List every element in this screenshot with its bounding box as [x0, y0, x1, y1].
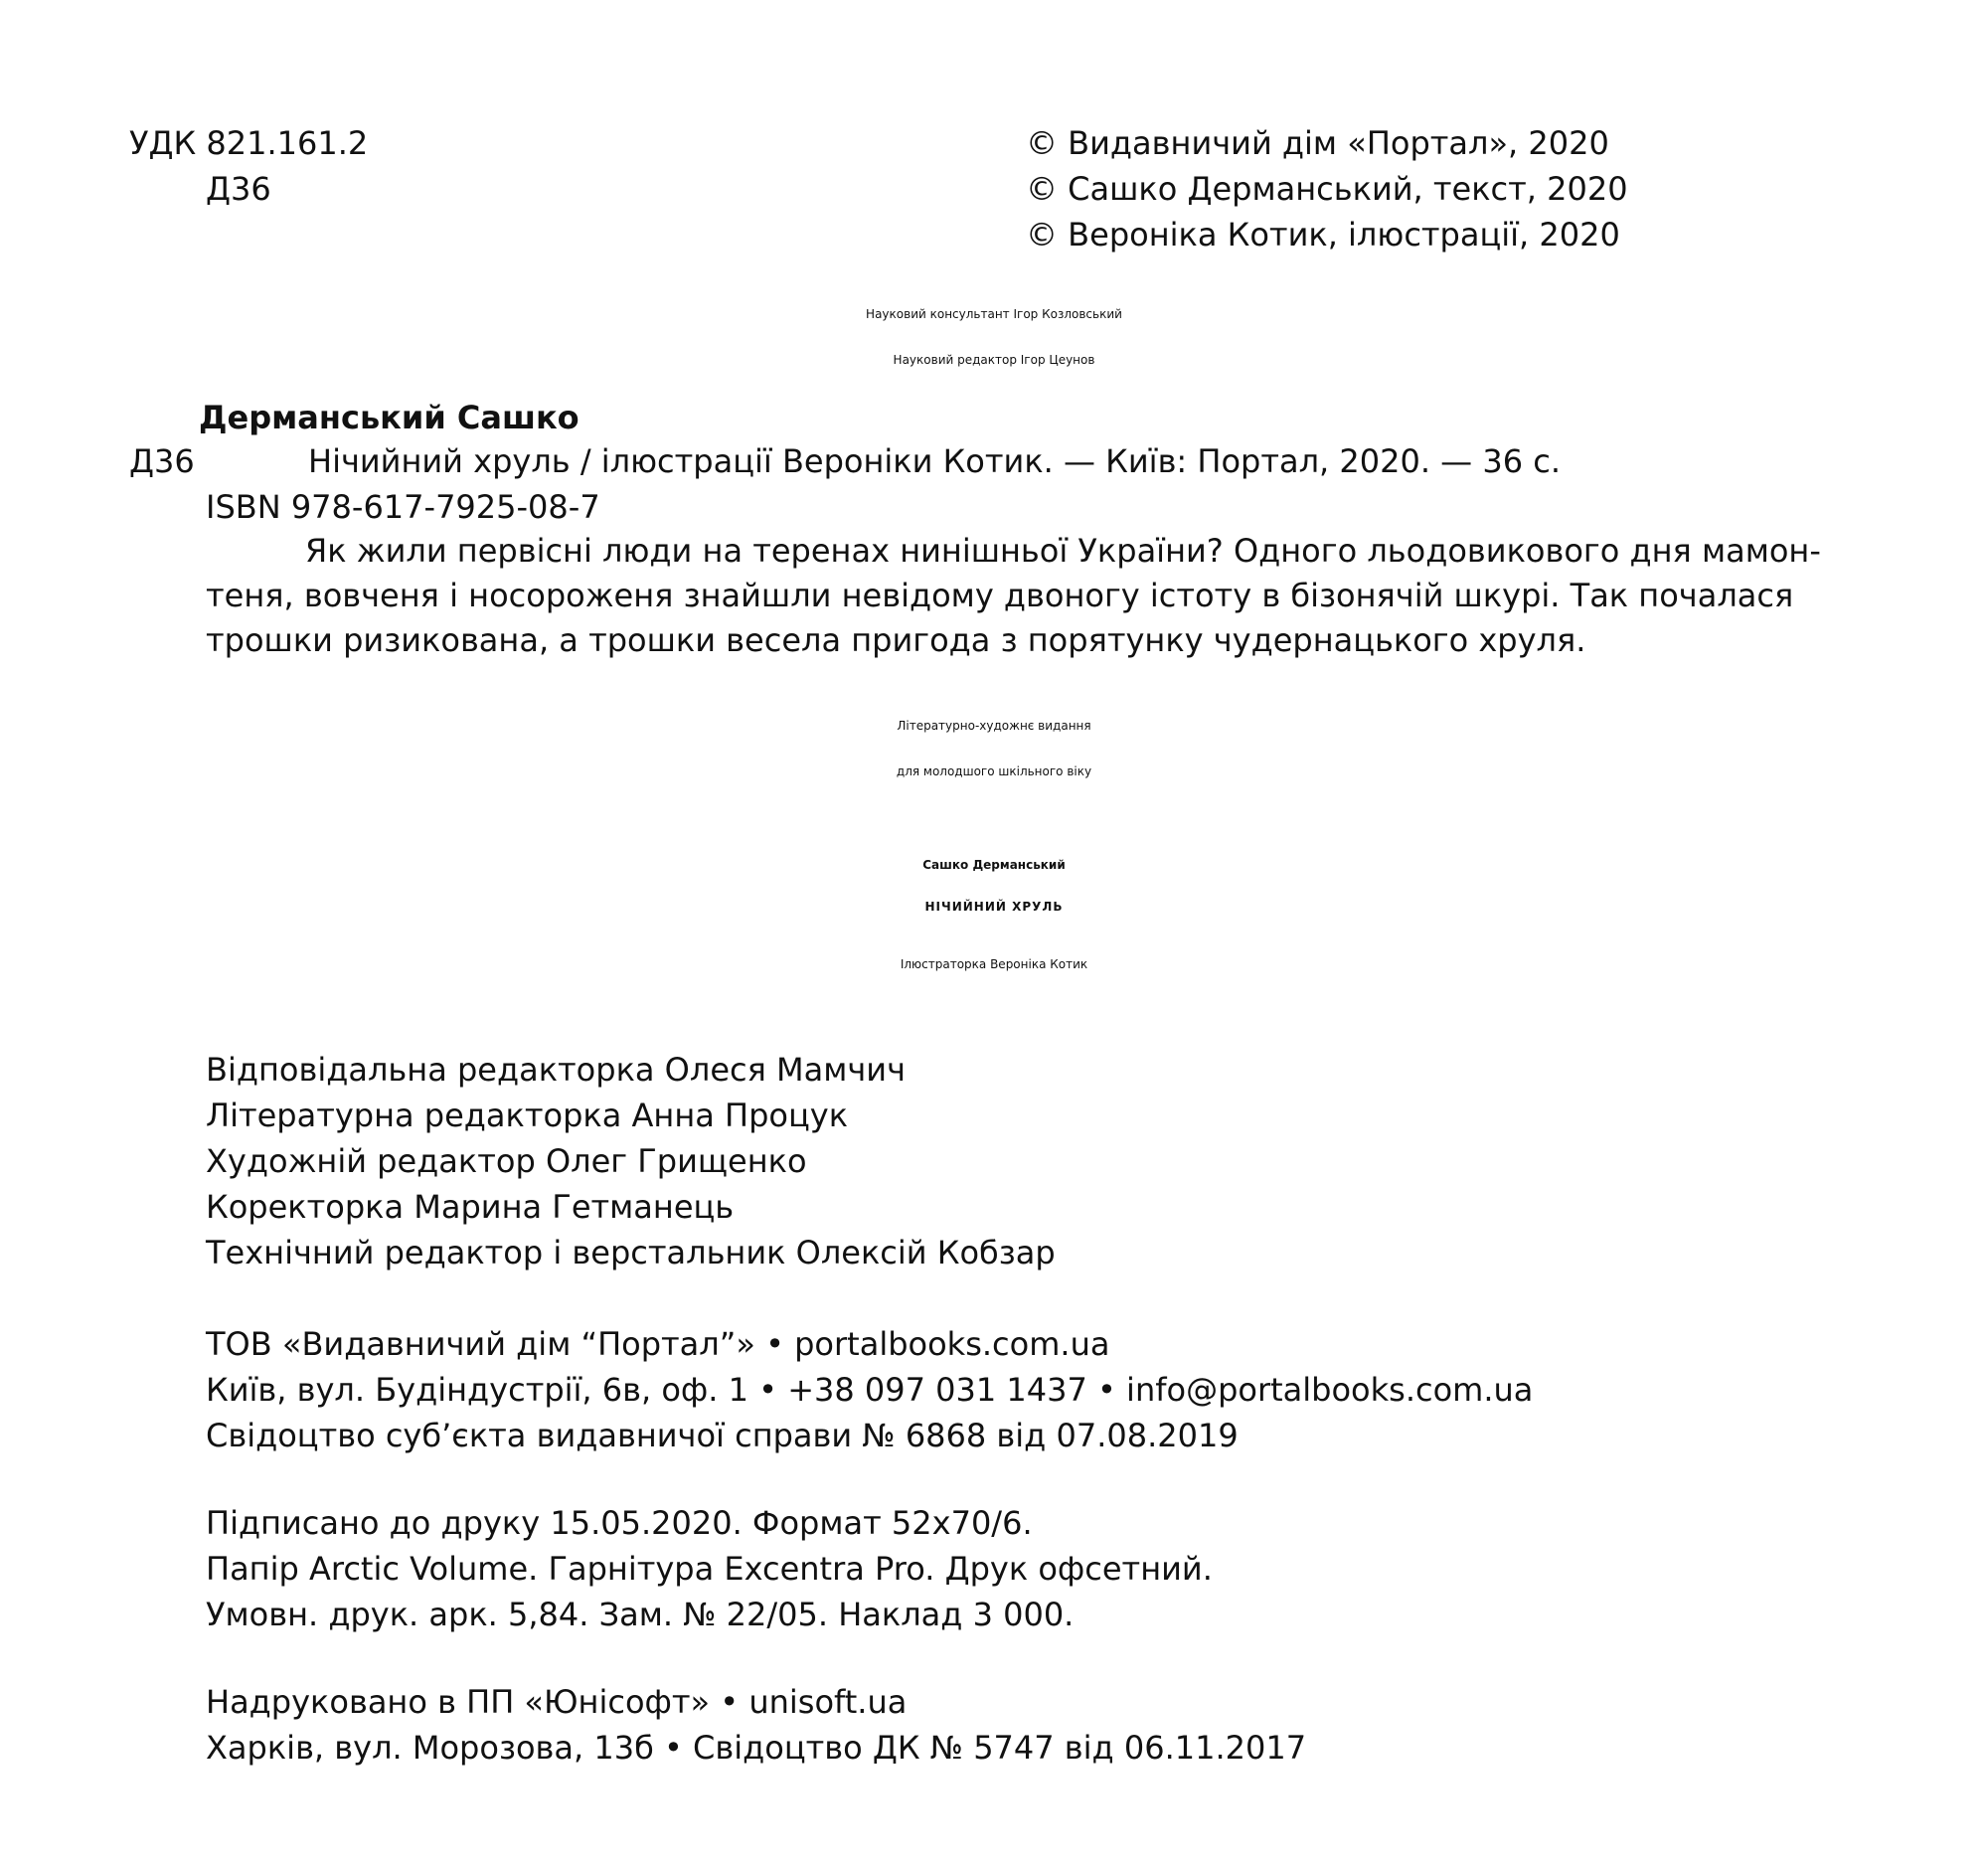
annotation-line: Як жили первісні люди на теренах нинішньої України? Одного льодовикового дня мамон- [305, 532, 1821, 570]
print-info-line: Умовн. друк. арк. 5,84. Зам. № 22/05. Наклад 3 000. [206, 1596, 1075, 1633]
bbk-code: Д36 [206, 170, 271, 208]
copyright-line: © Сашко Дерманський, текст, 2020 [1026, 170, 1628, 208]
staff-line: Літературна редакторка Анна Процук [206, 1097, 849, 1134]
book-author: Сашко Дерманський [922, 858, 1066, 872]
copyright-line: © Видавничий дім «Портал», 2020 [1026, 124, 1609, 162]
copyright-line: © Вероніка Котик, ілюстрації, 2020 [1026, 216, 1620, 254]
catalog-annotation [206, 529, 1836, 663]
printer-line: Надруковано в ПП «Юнісофт» • unisoft.ua [206, 1683, 908, 1721]
book-title: НІЧИЙНИЙ ХРУЛЬ [924, 900, 1064, 914]
catalog-author-heading: Дерманський Сашко [199, 399, 580, 436]
udk-code: УДК 821.161.2 [129, 124, 369, 162]
print-info-line: Підписано до друку 15.05.2020. Формат 52x70/6. [206, 1504, 1033, 1542]
staff-line: Художній редактор Олег Грищенко [206, 1142, 807, 1180]
consultant-line: Науковий редактор Ігор Цеунов [893, 353, 1095, 367]
edition-type-line: Літературно-художнє видання [897, 719, 1091, 733]
print-info-line: Папір Arctic Volume. Гарнітура Excentra Pro. Друк офсетний. [206, 1550, 1213, 1588]
annotation-line: теня, вовченя і носороженя знайшли невідому двоногу істоту в бізонячій шкурі. Так почалася [206, 577, 1794, 614]
printer-line: Харків, вул. Морозова, 13б • Свідоцтво ДК № 5747 від 06.11.2017 [206, 1729, 1307, 1767]
edition-type-line: для молодшого шкільного віку [896, 764, 1092, 778]
staff-line: Коректорка Марина Гетманець [206, 1188, 735, 1226]
publisher-line: ТОВ «Видавничий дім “Портал”» • portalbooks.com.ua [206, 1325, 1110, 1363]
catalog-code: Д36 [129, 442, 195, 480]
catalog-description: Нічийний хруль / ілюстрації Вероніки Котик. — Київ: Портал, 2020. — 36 с. [308, 442, 1561, 480]
catalog-isbn: ISBN 978-617-7925-08-7 [206, 488, 600, 526]
annotation-line: трошки ризикована, а трошки весела пригода з порятунку чудернацького хруля. [206, 621, 1586, 659]
consultant-line: Науковий консультант Ігор Козловський [866, 307, 1122, 321]
publisher-line: Свідоцтво суб’єкта видавничої справи № 6868 від 07.08.2019 [206, 1417, 1239, 1454]
publisher-line: Київ, вул. Будіндустрії, 6в, оф. 1 • +38 097 031 1437 • info@portalbooks.com.ua [206, 1371, 1534, 1409]
staff-line: Технічний редактор і верстальник Олексій Кобзар [206, 1234, 1056, 1271]
book-illustrator: Ілюстраторка Вероніка Котик [900, 957, 1088, 971]
staff-line: Відповідальна редакторка Олеся Мамчич [206, 1051, 906, 1089]
